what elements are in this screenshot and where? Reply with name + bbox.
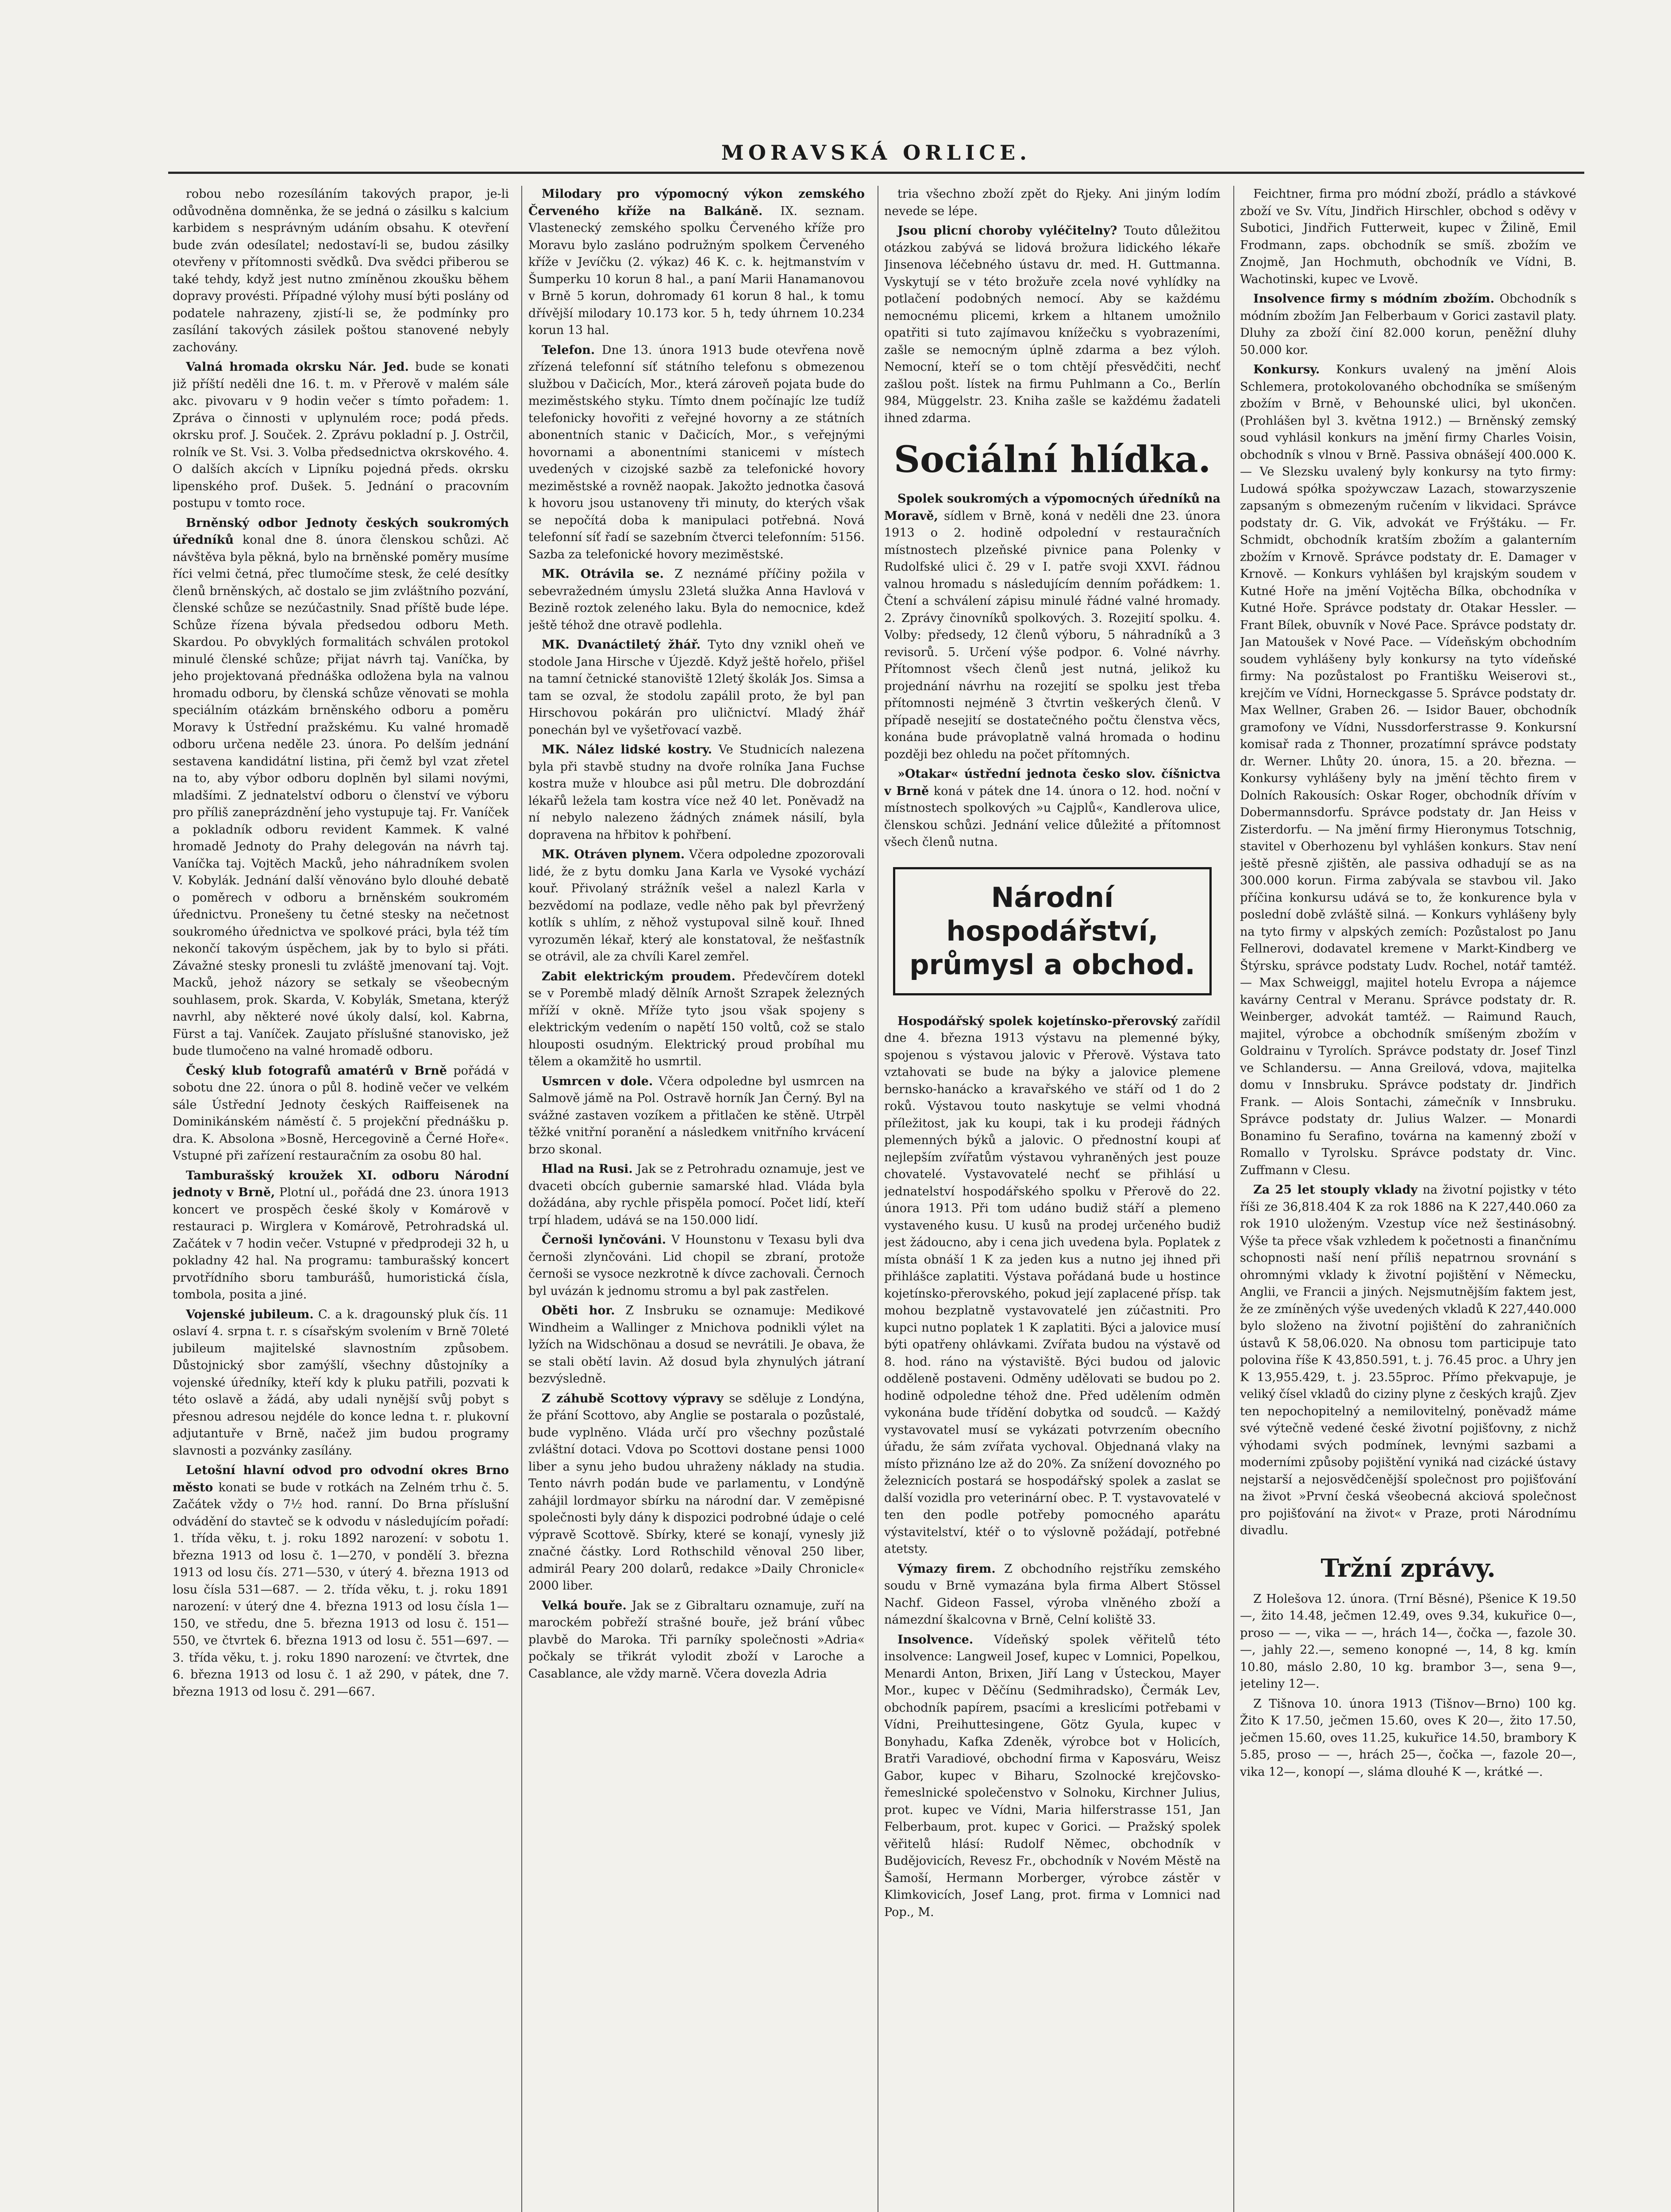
article-text: bude se konati již příští neděli dne 16. t. m. v Přerově v malém sále akc. pivovaru v 9 hodin večer s tímto pořadem: 1. Zpráva o činnosti v uplynulém roce; podá předs. okrsku prof. J. Souček. 2. Zprávu pokladní p. J. Ostrčil, rolník ve St. Vsi. 3. Volba předsednictva okrskového. 4. O dalších akcích v Lipníku pojedná předs. okrsku lipenského prof. Dušek. 5. Jednání o pracovním postupu v tomto roce. <box>173 360 509 510</box>
article-heading: Český klub fotografů amatérů v Brně <box>186 1064 447 1078</box>
article-text: koná v pátek dne 14. února o 12. hod. noční v místnostech spolkových »u Cajplů«, Kandlerova ulice, členskou schůzi. Jednání velice důležité a přítomnost všech členů nutna. <box>884 784 1221 849</box>
article <box>528 741 865 844</box>
article <box>528 1390 865 1595</box>
article-heading: Brněnský odbor Jednoty českých soukromých úředníků <box>173 516 509 547</box>
article-heading: Insolvence. <box>897 1632 974 1647</box>
article <box>528 1073 865 1159</box>
article <box>884 223 1221 427</box>
article <box>1240 186 1576 288</box>
article <box>173 1167 509 1304</box>
article <box>528 186 865 339</box>
article-text: V Hounstonu v Texasu byli dva černoši zlynčováni. Lid chopil se zbraní, protože černoši se vysoce nezkrotně k dívce zachovali. Černoch byl uvázán k jednomu stromu a byl pak zastřelen. <box>528 1233 865 1298</box>
article-text: Obchodník s módním zbožím Jan Felberbaum v Gorici zastavil platy. Dluhy za zboží činí 82.000 korun, peněžní dluhy 50.000 kor. <box>1240 292 1576 357</box>
article-heading: Za 25 let stouply vklady <box>1253 1183 1418 1197</box>
article <box>884 186 1221 220</box>
article <box>528 342 865 564</box>
article-text: na životní pojistky v této říši ze 36,818.404 K za rok 1886 na K 227,440.060 za rok 1910 uloženým. Vzestup více než šestinásobný. Výše ta přece však vzhledem k početnosti a finančnímu schopnosti naší není příliš nepatrnou srovnání s ohromnými vklady k životní pojištění v Německu, Anglii, ve Francii a jiných. Nejsmutnějším faktem jest, že ze zmíněných výše uvedených vkladů K 227,440.000 bylo složeno na životní pojištění do zahraničních ústavů K 58,06.020. Na obnosu tom participuje tato polovina říše K 43,850.591, t. j. 76.45 proc. a Uhry jen K 13,955.429, t. j. 23.55proc. Přímo překvapuje, je veliký čísel vkladů do ciziny plyne z českých krajů. Zjev ten nepochopitelný a nemilovitelný, poněvadž máme své výtečně vedené české životní pojišťovny, z nichž výhodami svých podmínek, levnými sazbami a moderními způsoby pojištění vyniká nad cizácké ústavy nejstarší a nejosvědčenější společnost pro pojišťování na život »První česká všeobecná akciová společnost pro pojišťování na život« v Praze, proti Národnímu divadlu. <box>1240 1183 1576 1537</box>
article-heading: Oběti hor. <box>542 1304 615 1317</box>
article <box>1240 361 1576 1179</box>
article <box>528 968 865 1071</box>
column-separator <box>1233 186 1234 2212</box>
article-text: se sděluje z Londýna, že přání Scottovo, aby Anglie se postarala o pozůstalé, bude vyplněno. Vláda určí pro všechny pozůstalé zvláštní dotaci. Vdova po Scottovi dostane pensi 1000 liber a synu jeho budou uhraženy náklady na studia. Tento návrh podán bude ve parlamentu, v Londýně zahájil lordmayor sbírku na národní dar. V zeměpisné společnosti byly dány k dispozici podrobné údaje o celé výpravě Scottově. Sbírky, které se konají, vynesly již značné částky. Lord Rothschild věnoval 250 liber, admirál Peary 200 dolarů, redakce »Daily Chronicle« 2000 liber. <box>528 1391 865 1593</box>
article <box>1240 1591 1576 1693</box>
article-heading: Hlad na Rusi. <box>542 1162 633 1176</box>
article-text: tria všechno zboží zpět do Rjeky. Ani jiným lodím nevede se lépe. <box>884 187 1221 218</box>
article <box>173 359 509 512</box>
article <box>173 1306 509 1460</box>
article-text: konal dne 8. února členskou schůzi. Ač návštěva byla pěkná, bylo na brněnské poměry musíme říci velmi četná, přec tlumočíme stesk, že celé desítky členů brněnských, ač dostalo se jim zvláštního pozvání, členské schůze se nezúčastnily. Snad příště bude lépe. Schůze řízena bývala předsedou odboru Meth. Skardou. Po obvyklých formalitách schválen protokol minulé členské schůze; přijat návrh taj. Vaníčka, by jeho projektovaná přednáška odložena byla na valnou hromadu odboru, by členská schůze věnovati se mohla speciálním otázkám brněnského odboru a poměru Moravy k Ústřední pražskému. Ku valné hromadě odboru určena neděle 23. února. Po delším jednání sestavena kandidátní listina, při čemž byl vzat zřetel na to, aby výbor odboru doplněn byl silami novými, mladšími. Z jednatelství odboru o členství ve výboru pro příliš zaneprázdnění jeho vystupuje taj. Fr. Vaníček a pokladník odboru revident Kammek. K valné hromadě Jednoty do Prahy delegován na návrh taj. Vaníčka taj. Vojtěch Macků, jeho náhradníkem svolen V. Kobylák. Jednání další věnováno bylo dlouhé debatě o poměrech v odboru a brněnském soukromém úřednictvu. Pronešeny tu četné stesky na nečetnost soukromého úřednictva ve spolkové práci, byla též tím nekončí takovým úspěchem, jak by to bylo si přáti. Závažné stesky pronesli tu zvláště jmenovaní taj. Vojt. Macků, jehož názory se setkaly se všeobecným souhlasem, prok. Skarda, V. Kobylák, Smetana, kterýž navrhl, aby některé nové úkoly dalsí, kol. Kabrna, Fürst a taj. Vaníček. Zaujato příslušné stanovisko, jež bude tlumočeno na valné hromadě odboru. <box>173 533 509 1058</box>
article-heading: Insolvence firmy s módním zbožím. <box>1253 292 1494 306</box>
article-heading: MK. Dvanáctiletý žhář. <box>542 638 701 652</box>
article-heading: Milodary pro výpomocný výkon zemského Červeného kříže na Balkáně. <box>528 187 865 218</box>
article-heading: Z záhubě Scottovy výpravy <box>542 1391 724 1406</box>
article <box>884 1561 1221 1629</box>
article-heading: Tamburašský kroužek XI. odboru Národní jednoty v Brně, <box>173 1168 509 1199</box>
article <box>528 1598 865 1683</box>
article <box>528 566 865 634</box>
article-text: Z neznámé příčiny požila v sebevražedném úmyslu 23letá služka Anna Havlová v Bezině roztok zeleného laku. Byla do nemocnice, kdež ještě téhož dne otravě podlehla. <box>528 567 865 632</box>
article <box>528 1161 865 1229</box>
article-text: Jak se z Petrohradu oznamuje, jest ve dvaceti obcích gubernie samarské hlad. Vláda byla dožádána, aby rychle přispěla pomocí. Počet lidí, kteří trpí hladem, udává se na 150.000 lidí. <box>528 1162 865 1227</box>
article-text: zařídil dne 4. března 1913 výstavu na plemenné býky, spojenou s výstavou jalovic v Přerově. Výstava tato vztahovati se bude na býky a jalovice plemene bernsko-hanácko a kravařského ve stáří od 1 do 2 roků. Výstavou touto naskytuje se velmi vhodná příležitost, jak ku koupi, tak i ku prodeji řádných plemenných býků a jalovic. O přednostní koupi ať nejlepším zvířatům výstavou vyhraněných jest pouze chovatelé. Vystavovatelé nechť se přihlásí u jednatelství hospodářského spolku v Přerově do 22. února 1913. Při tom udáno budiž stáří a plemeno vystaveného kusu. U kusů na prodej určeného budiž jest žádoucno, aby i cena jich uvedena byla. Poplatek z místa obnáší 1 K za jeden kus a nutno jej ihned při přihlášce zaplatiti. Výstava pořádaná bude u hostince kojetínsko-přerovského, pokud její zaplacené přísp. tak mohou bezplatně vystavovatelé jen zúčastniti. Pro kupci nutno poplatek 1 K zaplatiti. Býci a jalovice musí býti opatřeny ohlávkami. Zvířata budou na výstavě od 8. hod. ráno na výstaviště. Býci budou od jalovic odděleně postaveni. Odměny udělovati se budou po 2. hodině odpoledne téhož dne. Před udělením odměn vykonána bude třídění dobytka od soudců. — Každý vystavovatel musí se vykázati potvrzením obecního úřadu, že sám zvířata vychoval. Objednaná vlaky na místo přiznáno lze až do 20%. Za snížení dovozného po železnicích postará se hospodářský spolek a zaslat se další vozidla pro veterinární obec. P. T. vystavovatelé v ten den podle potřeby pomocného aparátu výstavitelství, ktéř o to výslovně požádají, potřebné atetsty. <box>884 1014 1221 1556</box>
article <box>528 1232 865 1300</box>
article-heading: Valná hromada okrsku Nár. Jed. <box>186 360 409 374</box>
article-heading: Spolek soukromých a výpomocných úředníků na Moravě, <box>884 492 1221 523</box>
article-heading: Hospodářský spolek kojetínsko-přerovský <box>897 1014 1178 1028</box>
article <box>884 1013 1221 1558</box>
economy-title-line: Národní hospodářství, <box>946 881 1159 947</box>
article-text: Touto důležitou otázkou zabývá se lidová brožura lidického lékaře Jinsenova léčebného ústavu dr. med. H. Guttmanna. Vyskytují se v této brožuře zcela nové vyhlídky na potlačení podobných nemocí. Aby se každému nemocnému plicemi, krkem a hltanem umožnilo opatřiti si tuto zajímavou knížečku s vyobrazeními, zašle se nemocným úplně zdarma a bez výloh. Nemocní, kteří se o tom chtějí přesvědčiti, nechť zašlou pošt. lístek na firmu Puhlmann a Co., Berlín 984, Müggelstr. 23. Kniha zašle se každému žadateli ihned zdarma. <box>884 224 1221 425</box>
masthead-rule <box>168 172 1584 174</box>
masthead: MORAVSKÁ ORLICE. <box>721 141 1032 165</box>
article <box>173 186 509 356</box>
article-heading: Letošní hlavní odvod pro odvodní okres Brno město <box>173 1463 509 1494</box>
article-heading: »Otakar« ústřední jednota česko slov. číšnictva v Brně <box>884 767 1221 798</box>
article-text: IX. seznam. Vlastenecký zemského spolku Červeného kříže pro Moravu bylo zasláno podružným spolkem Červeného kříže v Jevíčku (2. výkaz) 46 K. c. k. hejtmanstvím v Šumperku 10 korun 8 hal., a paní Marii Hanamanovou v Brně 5 korun, dohromady 61 korun 8 hal., k tomu dřívější milodary 10.173 kor. 5 h, tedy úhrnem 10.234 korun 13 hal. <box>528 204 865 337</box>
article-text: robou nebo rozesíláním takových prapor, je-li odůvodněna domněnka, že se jedná o zásilku s kalcium karbidem s nesprávným udáním obsahu. K otevření bude zván odesílatel; nedostaví-li se, budou zásilky otevřeny v přítomnosti svědků. Dva svědci přiberou se také tehdy, když jest nutno zmíněnou zkoušku během dopravy provésti. Případné výlohy musí býti poslány od podatele nahrazeny, zjistí-li se, že podmínky pro zasílání takových zásilek poštou stanovené nebyly zachovány. <box>173 187 509 354</box>
article <box>173 515 509 1060</box>
column-separator <box>521 186 522 2212</box>
article-text: Včera odpoledne byl usmrcen na Salmově jámě na Pol. Ostravě horník Jan Černý. Byl na svážné zastaven vozíkem a přitlačen ke stěně. Utrpěl těžké vnitřní poranění a následkem vnitřního krvácení brzo skonal. <box>528 1074 865 1156</box>
article-text: Feichtner, firma pro módní zboží, prádlo a stávkové zboží ve Sv. Vítu, Jindřich Hirschler, obchod s oděvy v Subotici, Jindřich Futterweit, kupec v Žilině, Emil Frodmann, zaps. obchodník se smíš. zbožím ve Znojmě, Jan Hochmuth, obchodník ve Vídni, B. Wachotinski, kupec ve Lvově. <box>1240 187 1576 286</box>
article-text: sídlem v Brně, koná v neděli dne 23. února 1913 o 2. hodině odpolední v restauračních místnostech plzeňské pivnice pana Polenky v Rudolfské ulici č. 29 v I. patře svoji XXVI. řádnou valnou hromadu s následujícím denním pořádkem: 1. Čtení a schválení zápisu minulé řádné valné hromady. 2. Zprávy činovníků spolkových. 3. Rozejití spolku. 4. Volby: předsedy, 12 členů výboru, 5 náhradníků a 3 revisorů. 5. Určení výše podpor. 6. Volné návrhy. Přítomnost všech členů jest nutná, jelikož ku projednání návrhu na rozejití se spolku jest třeba přítomnosti nejméně 3 čtvrtin veškerých členů. V případě nesejití se dostatečného počtu členstva věcs, konána bude právoplatně valná hromada o hodinu později bez ohledu na počet přítomných. <box>884 509 1221 761</box>
column-2 <box>528 186 865 2212</box>
article <box>884 491 1221 763</box>
article <box>528 846 865 966</box>
article-heading: Výmazy firem. <box>897 1562 996 1576</box>
article <box>528 1302 865 1388</box>
social-section-title: Sociální hlídka. <box>893 438 1211 481</box>
article-text: Tyto dny vznikl oheň ve stodole Jana Hirsche v Újezdě. Když ještě hořelo, přišel na tamní četnické stanoviště 12letý školák Jos. Simsa a tam se ozval, že stodolu zapálil proto, že byl pan Hirschovou pokárán pro uličnictví. Mladý žhář ponechán byl ve vyšetřovací vazbě. <box>528 638 865 737</box>
article-text: Plotní ul., pořádá dne 23. února 1913 koncert ve prospěch české školy v Komárově v restauraci p. Wirglera v Komárově, Petrohradská ul. Začátek v 7 hodin večer. Vstupné v předprodeji 32 h, u pokladny 42 hal. Na programu: tamburašský koncert prvotřídního sboru tamburášů, humoristická čísla, tombola, posita a jiné. <box>173 1186 509 1302</box>
economy-section-box <box>893 867 1212 995</box>
article <box>1240 1696 1576 1781</box>
article-heading: MK. Otráven plynem. <box>542 848 685 861</box>
article <box>173 1462 509 1701</box>
article-text: Ve Studnicích nalezena byla při stavbě studny na dvoře rolníka Jana Fuchse kostra muže v hloubce asi půl metru. Dle dobrozdání lékařů ležela tam kostra více než 40 let. Poněvadž na ní nebylo nalezeno žádných známek násilí, byla dopravena na hřbitov k pohřbení. <box>528 743 865 842</box>
column-4 <box>1240 186 1576 2212</box>
article-text: Z obchodního rejstříku zemského soudu v Brně vymazána byla firma Albert Stössel Nachf. Gideon Fassel, výroba vlněného zboží a námezdní škalcovna v Brně, Celní koliště 33. <box>884 1562 1221 1627</box>
article-text: Dne 13. února 1913 bude otevřena nově zřízená telefonní síť státního telefonu s obmezenou službou v Dačicích, Mor., která zároveň pojata bude do meziměstského styku. Tímto dnem počínajíc lze tudíž telefonicky hovořiti z veřejné hovorny a ze státních abonentních stanic v Dačicích, Mor., s veřejnými hovornami a abonentními stanicemi v místech uvedených v cizojské sazbě za telefonické hovory meziměstské a rovněž naopak. Jakožto jednotka časová k hovoru jsou ustanoveny tři minuty, do kterých však se nepočítá doba k manipulaci potřebná. Nová telefonní síť řadí se sazebním čtverci telefonním: 5156. Sazba za telefonické hovory meziměstské. <box>528 343 865 561</box>
article-heading: Velká bouře. <box>542 1598 627 1613</box>
article-text: Včera odpoledne zpozorovali lidé, že z bytu domku Jana Karla ve Vysoké vychází kouř. Přivolaný strážník vešel a nalezl Karla v bezvědomí na podlaze, vedle něho pak byl převržený kotlík s uhlím, z něhož vystupoval silně kouř. Ihned vyrozuměn lékař, který ale konstatoval, že nešťastník se otrávil, ale za chvíli Karel zemřel. <box>528 848 865 964</box>
article-text: Z Insbruku se oznamuje: Medikové Windheim a Wallinger z Mnichova podnikli výlet na lyžích na Widschönau a dosud se nevrátili. Je obava, že se stali obětí lavin. Až dosud byla zhynulých játraní bezvýsledně. <box>528 1304 865 1386</box>
article-heading: Černoši lynčováni. <box>542 1233 666 1247</box>
article-heading: Telefon. <box>542 343 595 357</box>
column-3 <box>884 186 1221 2212</box>
article-text: pořádá v sobotu dne 22. února o půl 8. hodině večer ve velkém sále Ústřední Jednoty českých Raiffeisenek na Dominikánském náměstí č. 5 projekční přednášku p. dra. K. Absolona »Bosně, Hercegovině a Černé Hoře«. Vstupné při zařízení restauračním za osobu 80 hal. <box>173 1064 509 1163</box>
article <box>884 766 1221 851</box>
article-text: Konkurs uvalený na jmění Alois Schlemera, protokolovaného obchodníka se smíšeným zbožím v Brně, v Behounské ulici, byl ukončen. (Prohlášen byl 3. května 1912.) — Brněnský zemský soud vyhlásil konkurs na jmění firmy Charles Voisin, obchodník s vlnou v Brně. Passiva obnášejí 400.000 K. — Ve Slezsku uvalený byly konkursy na tyto firmy: Ludowá spółka spożywczaw Lazach, stowarzyszenie zapsaným s obmezeným ručením v likvidaci. Správce podstaty dr. G. Vik, advokát ve Frýštáku. — Fr. Schmidt, obchodník kratším zbožím a galanterním zbožím v Krnově. Správce podstaty dr. E. Damager v Krnově. — Konkurs vyhlášen byl krajským soudem v Kutné Hoře na jmění Vojtěcha Bílka, obchodníka v Kutné Hoře. Správce podstaty dr. Otakar Hessler. — Frant Bílek, obuvník v Nové Pace. Správce podstaty dr. Jan Matoušek v Nové Pace. — Vídeňským obchodním soudem vyhlášeny byly konkursy na tyto vídeňské firmy: Na pozůstalost po Františku Weiserovi st., krejčím ve Vídni, Horneckgasse 5. Správce podstaty dr. Max Wellner, Graben 26. — Isidor Bauer, obchodník gramofony ve Vídni, Nussdorferstrasse 9. Konkursní komisař rada z Thonner, prozatímní správce podstaty dr. Werner. Lhůty 20. února, 15. a 20. března. — Konkursy vyhlášeny byly na jmění těchto firem v Dolních Rakousích: Oskar Roger, obchodník dřívím v Dobermannsdorfu. Správce podstaty dr. Jan Heiss v Zisterdorfu. — Na jmění firmy Hieronymus Totschnig, stavitel v Oberhozenu byl vyhlášen konkurs. Stav není ještě přesně zjištěn, ale passiva odhadují se as na 300.000 korun. Firma zabývala se stavbou vil. Jako příčina konkursu udává se to, že konkurence byla v poslední době zvláště silná. — Konkurs vyhlášeny byly na tyto firmy v alpských zemích: Pozůstalost po Janu Fellnerovi, dodavatel kremene v Markt-Kindberg ve Štýrsku, správce podstaty Ludv. Rochel, notář tamtéž. — Max Schweiggl, majitel hotelu Evropa a nájemce kavárny Central v Meranu. Správce podstaty dr. R. Weinberger, advokát tamtéž. — Raimund Rauch, majitel, výrobce a obchodník smíšeným zbožím v Goldrainu v Tyrolích. Správce podstaty dr. Josef Tinzl ve Schlandersu. — Anna Greilová, vdova, majitelka domu v Innsbruku. Správce podstaty dr. Jindřich Frank. — Alois Sontachi, zámečník v Innsbruku. Správce podstaty dr. Julius Walzer. — Monardi Bonamino fu Serafino, továrna na kamenný zboží v Romallo v Tyrolsku. Správce podstaty dr. Vinc. Zuffmann v Clesu. <box>1240 363 1576 1177</box>
market-section-title: Tržní zprávy. <box>1321 1553 1496 1583</box>
column-1 <box>173 186 509 2212</box>
article-heading: Vojenské jubileum. <box>186 1307 314 1321</box>
article <box>1240 291 1576 359</box>
article-text: Vídeňský spolek věřitelů této insolvence: Langweil Josef, kupec v Lomnici, Popelkou, Menardi Anton, Brixen, Jiří Lang v Ústeckou, Mayer Mor., kupec v Děčínu (Sedmihradsko), Čermák Lev, obchodník papírem, psacími a kreslicími potřebami v Vídni, Preihuttesingene, Götz Gyula, kupec v Bonyhadu, Kafka Zdeněk, výrobce bot v Holicích, Bratři Varadiové, obchodní firma v Kaposváru, Weisz Gabor, kupec v Biharu, Szolnocké krejčovsko-řemeslnické společenstvo v Solnoku, Kirchner Julius, prot. kupec ve Vídni, Maria hilferstrasse 151, Jan Felberbaum, prot. kupec v Gorici. — Pražský spolek věřitelů hlásí: Rudolf Němec, obchodník v Budějovicích, Revesz Fr., obchodník v Novém Městě na Šamoší, Hermann Morberger, výrobce zástěr v Klimkovicích, Josef Lang, prot. firma v Lomnici nad Pop., M. <box>884 1632 1221 1919</box>
article-heading: MK. Nález lidské kostry. <box>542 743 712 757</box>
article-heading: Konkursy. <box>1253 363 1320 376</box>
article-text: Z Holešova 12. února. (Trní Běsné), Pšenice K 19.50—, žito 14.48, ječmen 12.49, oves 9.34, kukuřice 0—, proso — —, vika — —, hrách 14—, čočka —, fazole 30.—, jahly 22.—, semeno konopné —, 14, 8 kg. kmín 10.80, máslo 2.80, 10 kg. brambor 3—, sena 9—, jeteliny 12—. <box>1240 1592 1576 1691</box>
article-text: C. a k. dragounský pluk čís. 11 oslaví 4. srpna t. r. s císařským svolením v Brně 70leté jubileum majitelské slavnostním způsobem. Důstojnický sbor zamýšlí, všechny důstojníky a vojenské úředníky, kteří kdy k pluku patřili, pozvati k této oslavě a žádá, aby udali nynější svůj pobyt s přesnou adresou nejdéle do konce ledna t. r. plukovní adjutantuře v Brně, načež jim budou programy slavnosti a pozvánky zasílány. <box>173 1307 509 1458</box>
article-text: Předevčírem dotekl se v Porembě mladý dělník Arnošt Szrapek železných mříží v okně. Mříže tyto jsou však spojeny s elektrickým vedením o napětí 150 voltů, což se stalo hlouposti osudným. Elektrický proud probíhal mu tělem a okamžitě ho usmrtil. <box>528 969 865 1068</box>
article-text: konati se bude v rotkách na Zelném trhu č. 5. Začátek vždy o 7½ hod. ranní. Do Brna příslušní odvádění do stavteč se k odvodu v následujícím pořadí: 1. třída věku, t. j. roku 1892 narození: v sobotu 1. března 1913 od losu č. 1—270, v pondělí 3. března 1913 od losu čís. 271—530, v úterý 4. března 1913 od losu čísla 531—687. — 2. třída věku, t. j. roku 1891 narození: v úterý dne 4. března 1913 od losu čísla 1—150, ve středu, dne 5. března 1913 od losu č. 151—550, ve čtvrtek 6. března 1913 od losu č. 551—697. — 3. třída věku, t. j. roku 1890 narození: ve čtvrtek, dne 6. března 1913 od losu č. 1 až 290, v pátek, dne 7. března 1913 od losu č. 291—667. <box>173 1480 509 1699</box>
article <box>1240 1182 1576 1540</box>
article-text: Z Tišnova 10. února 1913 (Tišnov—Brno) 100 kg. Žito K 17.50, ječmen 15.60, oves K 20—, žito 17.50, ječmen 15.60, oves 11.25, kukuřice 14.50, brambory K 5.85, proso — —, hrách 25—, čočka —, fazole 20—, vika 12—, konopí —, sláma dlouhé K —, krátké —. <box>1240 1697 1576 1779</box>
article <box>173 1063 509 1165</box>
article <box>528 637 865 739</box>
article <box>884 1632 1221 1921</box>
article-heading: Zabit elektrickým proudem. <box>542 969 735 983</box>
article-text: Jak se z Gibraltaru oznamuje, zuří na marockém pobřeží strašné bouře, jež brání vůbec plavbě do Maroka. Tři parníky společnosti »Adria« počkaly se třikrát vylodit zboží v Laroche a Casablance, ale vždy marně. Včera dovezla Adria <box>528 1598 865 1681</box>
article-heading: Jsou plicní choroby vyléčitelny? <box>897 224 1117 238</box>
economy-title-line: průmysl a obchod. <box>909 948 1195 981</box>
article-heading: MK. Otrávila se. <box>542 567 664 581</box>
article-heading: Usmrcen v dole. <box>542 1074 653 1088</box>
